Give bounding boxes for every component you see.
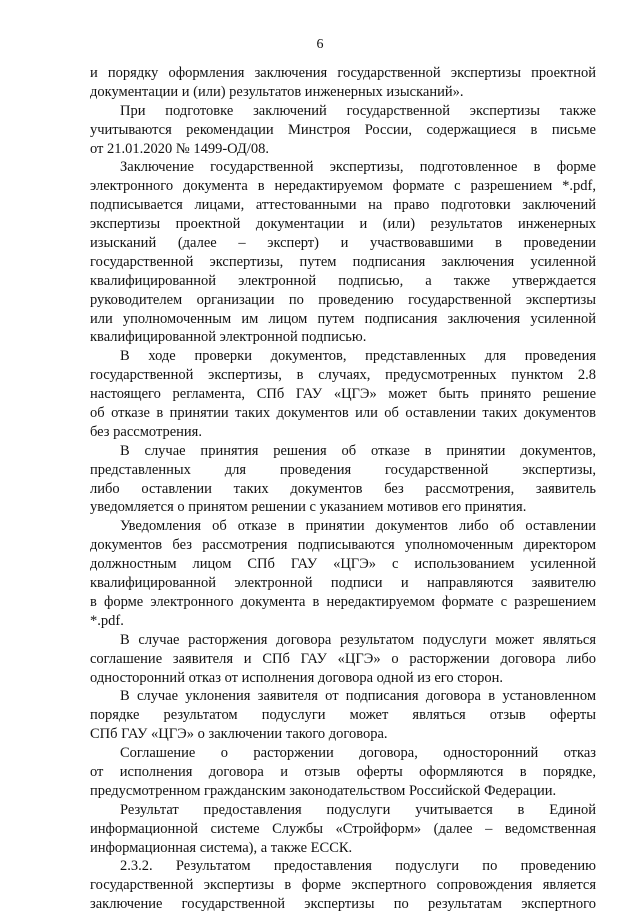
text-line: Соглашение о расторжении договора, односторонний отказ: [120, 745, 596, 762]
text-line: Уведомления об отказе в принятии документов либо об оставлении: [120, 518, 596, 535]
text-line: учитываются рекомендации Минстроя России, содержащиеся в письме: [90, 121, 596, 138]
text-line: документации и (или) результатов инженерных изысканий».: [90, 83, 464, 100]
text-line: и порядку оформления заключения государственной экспертизы проектной: [90, 65, 596, 81]
text-line: квалифицированной электронной подписью.: [90, 329, 367, 346]
text-line: государственной экспертизы, путем подписания заключения усиленной: [90, 253, 596, 270]
text-line: документов без рассмотрения подписываются уполномоченным директором: [90, 537, 596, 554]
text-line: информационная система), а также ЕССК.: [90, 839, 353, 856]
text-line: В случае уклонения заявителя от подписания договора в установленном: [120, 688, 596, 705]
text-line: или уполномоченным им лицом путем подписания заключения усиленной: [90, 310, 596, 327]
text-line: без рассмотрения.: [90, 423, 202, 440]
text-line: должностным лицом СПб ГАУ «ЦГЭ» с использованием усиленной: [90, 556, 596, 573]
text-line: 2.3.2. Результатом предоставления подуслуги по проведению: [120, 858, 596, 875]
document-body: [90, 64, 596, 914]
text-line: государственной экспертизы в форме экспертного сопровождения является: [90, 877, 596, 894]
text-line: квалифицированной электронной подписью, а также утверждается: [90, 272, 596, 289]
text-line: об отказе в принятии таких документов или об оставлении таких документов: [90, 405, 596, 422]
text-line: государственной экспертизы, в случаях, предусмотренных пунктом 2.8: [90, 367, 596, 384]
text-line: от исполнения договора и отзыв оферты оформляются в порядке,: [90, 763, 596, 780]
text-line: изысканий (далее – эксперт) и участвовавшими в проведении: [90, 235, 596, 252]
text-line: порядке результатом подуслуги может являться отзыв оферты: [90, 707, 596, 724]
text-line: При подготовке заключений государственной экспертизы также: [120, 102, 596, 119]
page-number: 6: [316, 37, 324, 52]
text-line: настоящего регламента, СПб ГАУ «ЦГЭ» может быть принято решение: [90, 386, 596, 403]
text-line: В ходе проверки документов, представленных для проведения: [120, 348, 596, 365]
text-line: представленных для проведения государственной экспертизы,: [90, 461, 596, 478]
text-line: электронного документа в нередактируемом формате с разрешением *.pdf,: [90, 178, 596, 195]
text-line: руководителем организации по проведению государственной экспертизы: [90, 291, 596, 308]
text-line: соглашение заявителя и СПб ГАУ «ЦГЭ» о расторжении договора либо: [90, 650, 596, 667]
text-line: предусмотренном гражданским законодательством Российской Федерации.: [90, 782, 557, 799]
text-line: экспертизы проектной документации и (или) результатов инженерных: [90, 216, 596, 233]
text-line: в форме электронного документа в нередактируемом формате с разрешением: [90, 593, 596, 610]
text-line: В случае расторжения договора результатом подуслуги может являться: [120, 631, 596, 648]
text-line: квалифицированной электронной подписи и направляются заявителю: [90, 575, 596, 592]
text-line: уведомляется о принятом решении с указанием мотивов его принятия.: [90, 499, 527, 516]
text-line: заключение государственной экспертизы по результатам экспертного: [90, 896, 596, 913]
text-line: Результат предоставления подуслуги учитывается в Единой: [120, 801, 596, 818]
text-line: от 21.01.2020 № 1499-ОД/08.: [90, 140, 269, 157]
text-line: Заключение государственной экспертизы, подготовленное в форме: [120, 159, 596, 176]
text-line: *.pdf.: [90, 612, 124, 629]
text-line: В случае принятия решения об отказе в принятии документов,: [120, 442, 596, 459]
text-line: односторонний отказ от исполнения договора одной из его сторон.: [90, 669, 503, 686]
text-line: подписывается лицами, аттестованными на право подготовки заключений: [90, 197, 596, 214]
text-line: СПб ГАУ «ЦГЭ» о заключении такого договора.: [90, 726, 388, 743]
text-line: информационной системе Службы «Стройформ» (далее – ведомственная: [90, 820, 596, 837]
text-line: либо оставлении таких документов без рассмотрения, заявитель: [90, 480, 596, 497]
